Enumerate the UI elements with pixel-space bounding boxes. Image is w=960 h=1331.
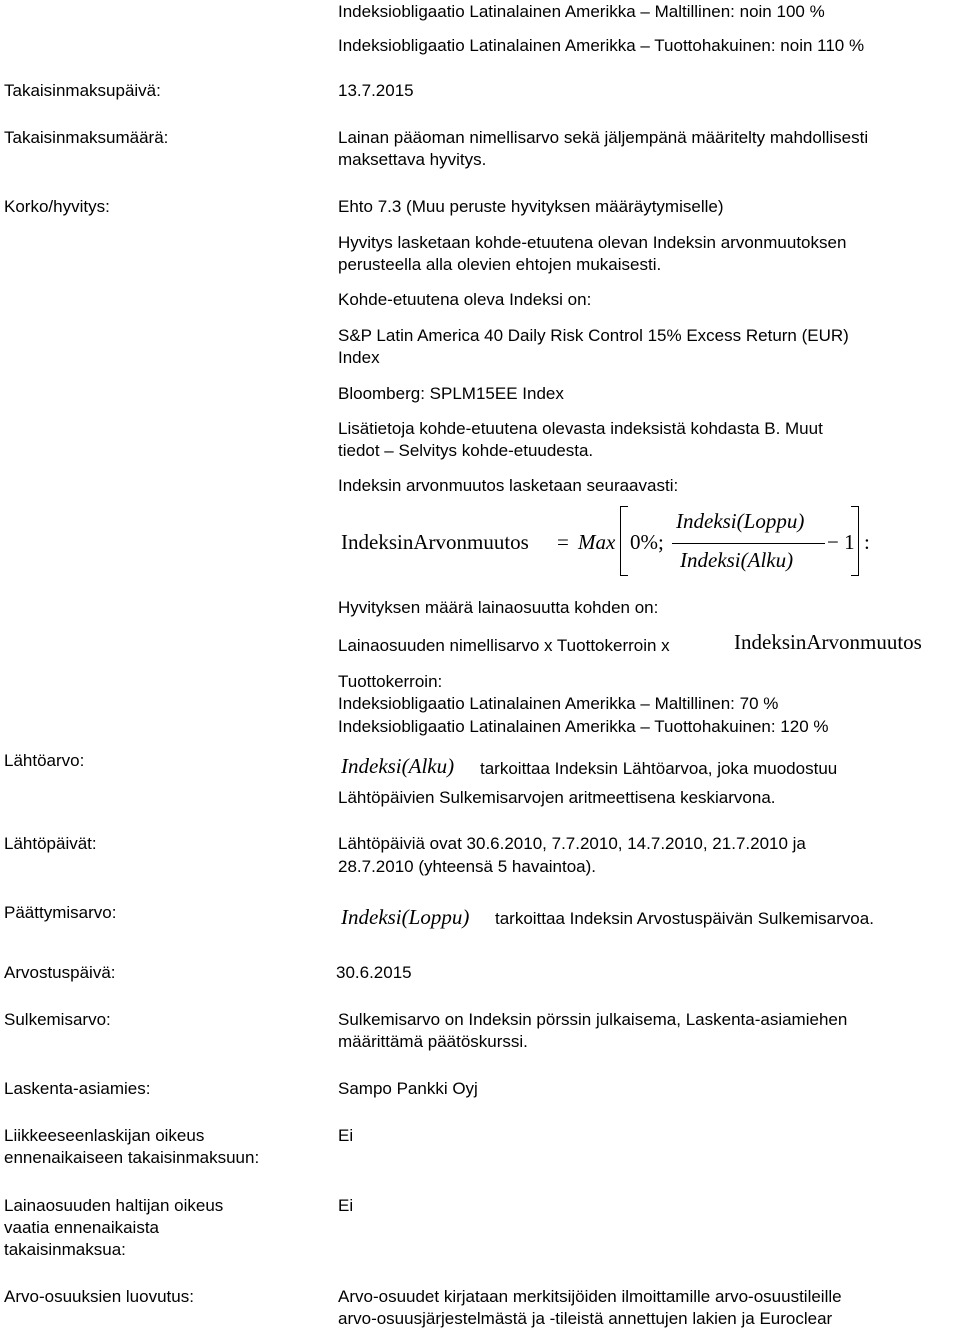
- end-value-label: Päättymisarvo:: [4, 903, 117, 922]
- start-value-term: Indeksi(Alku): [341, 754, 455, 778]
- holder-right-label-1: Lainaosuuden haltijan oikeus: [4, 1196, 224, 1215]
- start-value-text-2: Lähtöpäivien Sulkemisarvojen aritmeettisena keskiarvona.: [338, 788, 776, 807]
- formula-minus-one: − 1: [827, 530, 855, 554]
- start-days-label: Lähtöpäivät:: [4, 834, 97, 853]
- calc-agent-label: Laskenta-asiamies:: [4, 1079, 151, 1098]
- interest-desc-1: Hyvitys lasketaan kohde-etuutena olevan Indeksin arvonmuutoksen: [338, 233, 847, 252]
- closing-value-line-1: Sulkemisarvo on Indeksin pörssin julkaisema, Laskenta-asiamiehen: [338, 1010, 848, 1029]
- issuer-right-value: Ei: [338, 1126, 354, 1145]
- formula-denominator: Indeksi(Alku): [680, 548, 794, 572]
- start-days-line-2: 28.7.2010 (yhteensä 5 havaintoa).: [338, 857, 597, 876]
- fraction-bar: [672, 543, 825, 544]
- amount-formula-text: Lainaosuuden nimellisarvo x Tuottokerroin x: [338, 636, 670, 655]
- left-bracket: [620, 506, 628, 576]
- coef-moderate: Indeksiobligaatio Latinalainen Amerikka – Maltillinen: 70 %: [338, 694, 779, 713]
- holder-right-label-2: vaatia ennenaikaista: [4, 1218, 160, 1237]
- amount-intro: Hyvityksen määrä lainaosuutta kohden on:: [338, 598, 659, 617]
- bloomberg-code: Bloomberg: SPLM15EE Index: [338, 384, 564, 403]
- closing-value-label: Sulkemisarvo:: [4, 1010, 111, 1029]
- valuation-date-label: Arvostuspäivä:: [4, 963, 116, 982]
- coef-label: Tuottokerroin:: [338, 672, 443, 691]
- formula-numerator: Indeksi(Loppu): [676, 509, 805, 533]
- holder-right-value: Ei: [338, 1196, 354, 1215]
- interest-term: Ehto 7.3 (Muu peruste hyvityksen määräytymiselle): [338, 197, 724, 216]
- repayment-date-value: 13.7.2015: [338, 81, 414, 100]
- transfer-line-1: Arvo-osuudet kirjataan merkitsijöiden ilmoittamille arvo-osuustileille: [338, 1287, 842, 1306]
- formula-equals: =: [557, 530, 569, 554]
- index-name-1: S&P Latin America 40 Daily Risk Control 15% Excess Return (EUR): [338, 326, 849, 345]
- repayment-amount-line-2: maksettava hyvitys.: [338, 150, 487, 169]
- repayment-amount-line-1: Lainan pääoman nimellisarvo sekä jäljempänä määritelty mahdollisesti: [338, 128, 869, 147]
- repayment-amount-label: Takaisinmaksumäärä:: [4, 128, 169, 147]
- top-line-2: Indeksiobligaatio Latinalainen Amerikka – Tuottohakuinen: noin 110 %: [338, 36, 865, 55]
- issuer-right-label-2: ennenaikaiseen takaisinmaksuun:: [4, 1148, 260, 1167]
- amount-formula-term: IndeksinArvonmuutos: [734, 630, 922, 654]
- info-line-2: tiedot – Selvitys kohde-etuudesta.: [338, 441, 594, 460]
- formula-lhs: IndeksinArvonmuutos: [341, 530, 529, 554]
- interest-desc-2: perusteella alla olevien ehtojen mukaisesti.: [338, 255, 662, 274]
- coef-return-seeking: Indeksiobligaatio Latinalainen Amerikka – Tuottohakuinen: 120 %: [338, 717, 829, 736]
- transfer-line-2: arvo-osuusjärjestelmästä ja -tileistä annettujen lakien ja Euroclear: [338, 1309, 833, 1328]
- start-value-text-1: tarkoittaa Indeksin Lähtöarvoa, joka muodostuu: [480, 759, 838, 778]
- closing-value-line-2: määrittämä päätöskurssi.: [338, 1032, 528, 1051]
- start-days-line-1: Lähtöpäiviä ovat 30.6.2010, 7.7.2010, 14.7.2010, 21.7.2010 ja: [338, 834, 806, 853]
- formula-zero: 0%;: [630, 530, 664, 554]
- interest-label: Korko/hyvitys:: [4, 197, 110, 216]
- right-bracket: [851, 506, 859, 576]
- calc-agent-value: Sampo Pankki Oyj: [338, 1079, 478, 1098]
- info-line-1: Lisätietoja kohde-etuutena olevasta indeksistä kohdasta B. Muut: [338, 419, 823, 438]
- underlying-intro: Kohde-etuutena oleva Indeksi on:: [338, 290, 592, 309]
- holder-right-label-3: takaisinmaksua:: [4, 1240, 126, 1259]
- valuation-date-value: 30.6.2015: [336, 963, 412, 982]
- index-name-2: Index: [338, 348, 380, 367]
- issuer-right-label-1: Liikkeeseenlaskijan oikeus: [4, 1126, 205, 1145]
- end-value-text: tarkoittaa Indeksin Arvostuspäivän Sulkemisarvoa.: [495, 909, 874, 928]
- repayment-date-label: Takaisinmaksupäivä:: [4, 81, 161, 100]
- start-value-label: Lähtöarvo:: [4, 751, 85, 770]
- top-line-1: Indeksiobligaatio Latinalainen Amerikka – Maltillinen: noin 100 %: [338, 2, 825, 21]
- calc-intro: Indeksin arvonmuutos lasketaan seuraavasti:: [338, 476, 679, 495]
- formula-colon: :: [864, 530, 870, 554]
- formula-max: Max: [578, 530, 616, 554]
- end-value-term: Indeksi(Loppu): [341, 905, 470, 929]
- transfer-label: Arvo-osuuksien luovutus:: [4, 1287, 194, 1306]
